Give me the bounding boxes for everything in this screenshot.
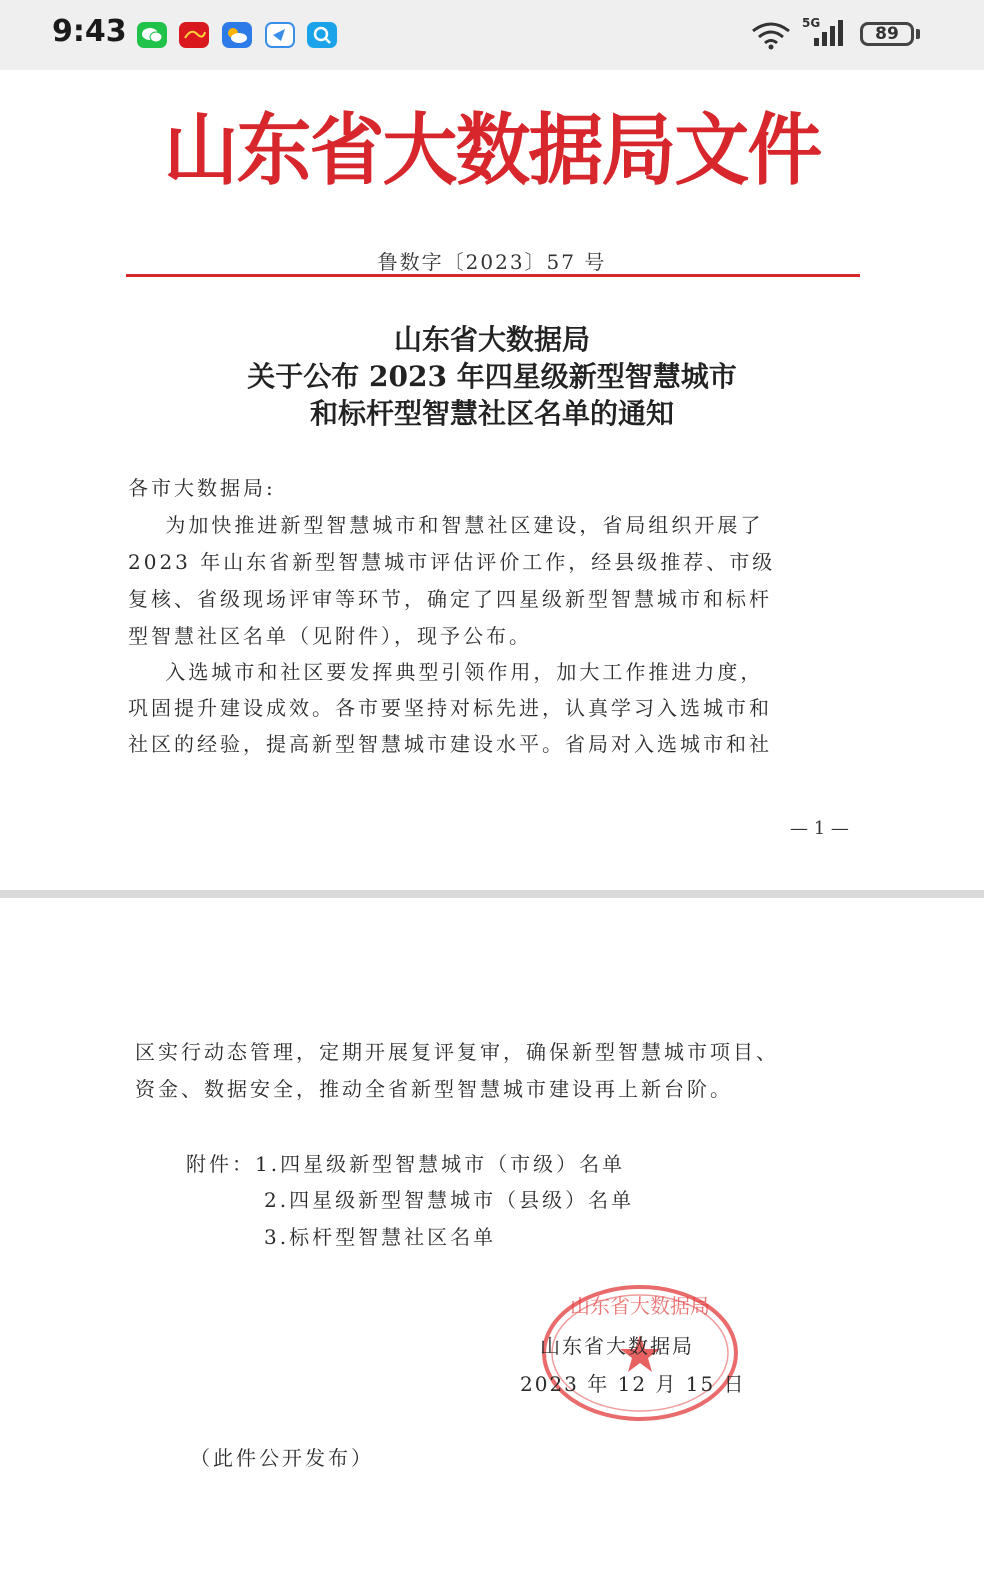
weather-icon (222, 22, 252, 48)
network-type: 5G (802, 16, 821, 30)
battery-cap (916, 29, 920, 39)
title-line: 山东省大数据局 (393, 323, 590, 356)
signal-icon (800, 16, 850, 50)
document-header: 山东省大数据局文件 (163, 105, 821, 196)
page-separator (0, 890, 984, 898)
body-line: 入选城市和社区要发挥典型引领作用，加大工作推进力度， (128, 660, 764, 684)
salutation: 各市大数据局: (128, 476, 276, 500)
attachment-item: 3.标杆型智慧社区名单 (264, 1225, 497, 1249)
files-icon (265, 22, 295, 48)
wechat-icon (137, 22, 167, 48)
status-bar (0, 0, 984, 70)
title-line: 关于公布 2023 年四星级新型智慧城市 (247, 360, 737, 393)
document-page-2 (0, 898, 984, 1573)
status-time: 9:43 (52, 14, 127, 49)
wifi-icon (750, 20, 792, 50)
signature-org: 山东省大数据局 (540, 1334, 694, 1358)
body-line: 型智慧社区名单（见附件），现予公布。 (128, 624, 532, 648)
body-line: 资金、数据安全，推动全省新型智慧城市建设再上新台阶。 (135, 1077, 733, 1101)
publish-note: （此件公开发布） (190, 1446, 374, 1470)
document-page-1 (0, 70, 984, 892)
body-line: 社区的经验，提高新型智慧城市建设水平。省局对入选城市和社 (128, 732, 772, 756)
title-line: 和标杆型智慧社区名单的通知 (309, 397, 674, 430)
battery-indicator: 89 (860, 22, 914, 46)
attachment-item: 附件：1.四星级新型智慧城市（市级）名单 (186, 1152, 626, 1176)
body-line: 复核、省级现场评审等环节，确定了四星级新型智慧城市和标杆 (128, 587, 772, 611)
seal-text: 山东省大数据局 (570, 1294, 710, 1318)
xuexi-icon (179, 22, 209, 48)
page-number: — 1 — (790, 818, 849, 839)
attachment-item: 2.四星级新型智慧城市（县级）名单 (264, 1188, 635, 1212)
body-line: 为加快推进新型智慧城市和智慧社区建设，省局组织开展了 (128, 513, 764, 537)
signature-date: 2023 年 12 月 15 日 (520, 1372, 746, 1396)
document-number: 鲁数字〔2023〕57 号 (377, 250, 607, 274)
search-app-icon (307, 22, 337, 48)
red-divider (126, 274, 860, 277)
body-line: 区实行动态管理，定期开展复评复审，确保新型智慧城市项目、 (135, 1040, 779, 1064)
body-line: 2023 年山东省新型智慧城市评估评价工作，经县级推荐、市级 (128, 550, 776, 574)
body-line: 巩固提升建设成效。各市要坚持对标先进，认真学习入选城市和 (128, 696, 772, 720)
